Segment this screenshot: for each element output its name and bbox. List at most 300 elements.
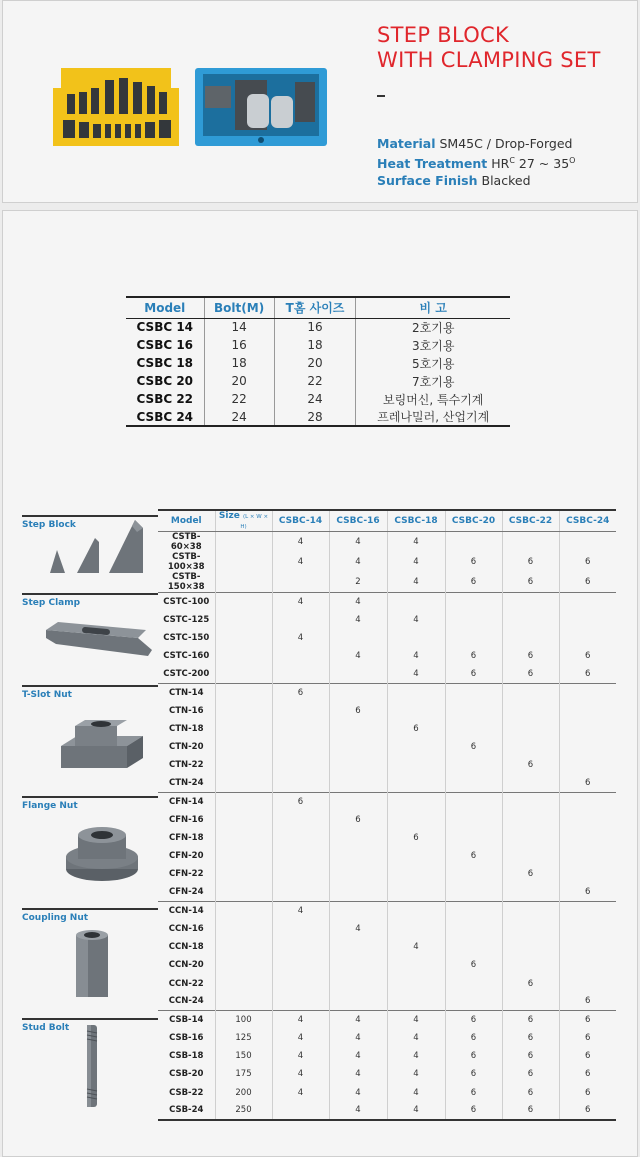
quantity-cell: 6 (445, 572, 502, 593)
spec-sup: O (569, 156, 576, 165)
model-cell: CTN-24 (168, 778, 204, 789)
table-cell: 24 (204, 408, 274, 426)
table-row (158, 811, 616, 829)
quantity-cell (387, 865, 445, 883)
model-cell: CCN-20 (168, 960, 204, 971)
table-row (158, 738, 616, 756)
category-divider (22, 908, 158, 910)
category-label: Stud Bolt (22, 1023, 70, 1033)
model-cell: CCN-24 (168, 996, 204, 1007)
model-cell: CSTC-100 (158, 593, 215, 611)
yellow-kit-image (53, 66, 179, 146)
quantity-cell (272, 847, 329, 865)
title-line-1: STEP BLOCK (377, 23, 510, 47)
category-divider (22, 515, 158, 517)
quantity-cell (445, 756, 502, 774)
quantity-cell (445, 683, 502, 701)
quantity-cell (445, 829, 502, 847)
quantity-cell (329, 756, 387, 774)
column-header: CSBC-20 (445, 510, 502, 532)
quantity-cell (329, 974, 387, 992)
quantity-cell (559, 683, 616, 701)
category-divider (22, 593, 158, 595)
quantity-cell (559, 629, 616, 647)
quantity-cell: 4 (329, 920, 387, 938)
model-cell: CCN-14 (158, 902, 215, 920)
quantity-cell: 4 (329, 647, 387, 665)
quantity-cell (272, 865, 329, 883)
quantity-cell: 4 (272, 902, 329, 920)
quantity-cell: 6 (559, 1084, 616, 1102)
size-cell (215, 793, 272, 811)
t-slot-nut-image (57, 716, 147, 774)
quantity-cell (502, 720, 559, 738)
quantity-cell (329, 865, 387, 883)
model-cell: CTN-14 (158, 683, 215, 701)
quantity-cell: 6 (329, 811, 387, 829)
model-cell: CSTB-150×38 (167, 572, 205, 592)
model-cell: CFN-14 (158, 793, 215, 811)
table-row (158, 1011, 616, 1029)
quantity-cell: 6 (502, 665, 559, 683)
table-cell: 14 (204, 318, 274, 336)
model-cell: CTN-22 (168, 760, 204, 771)
table-row (158, 865, 616, 883)
table-row (158, 629, 616, 647)
quantity-cell: 4 (329, 552, 387, 572)
quantity-cell (559, 593, 616, 611)
quantity-cell: 6 (502, 647, 559, 665)
quantity-cell: 6 (502, 974, 559, 992)
step-block-image (47, 520, 157, 576)
column-header: 비 고 (356, 297, 510, 318)
table-row (126, 372, 510, 390)
quantity-cell (502, 938, 559, 956)
quantity-cell: 6 (445, 1084, 502, 1102)
quantity-cell: 6 (559, 665, 616, 683)
quantity-cell: 4 (272, 629, 329, 647)
quantity-cell: 4 (272, 1084, 329, 1102)
column-header: CSBC-18 (387, 510, 445, 532)
quantity-cell: 6 (559, 572, 616, 593)
table-row (158, 572, 616, 593)
quantity-cell (559, 920, 616, 938)
category-divider (22, 685, 158, 687)
quantity-cell (502, 774, 559, 792)
category-label: Coupling Nut (22, 913, 89, 923)
quantity-cell (502, 593, 559, 611)
size-cell (215, 774, 272, 792)
spec-heat-treatment (377, 152, 575, 172)
quantity-cell: 4 (329, 1047, 387, 1065)
quantity-cell (329, 829, 387, 847)
quantity-cell: 4 (272, 593, 329, 611)
size-cell: 125 (215, 1029, 272, 1047)
category-divider (22, 796, 158, 798)
spec-label: Heat Treatment (377, 156, 488, 172)
table-row (158, 702, 616, 720)
table-row (158, 683, 616, 701)
size-cell (215, 756, 272, 774)
size-cell: 200 (215, 1084, 272, 1102)
stud-bolt-image (84, 1023, 100, 1109)
size-cell (215, 738, 272, 756)
quantity-cell (272, 938, 329, 956)
table-cell: 7호기용 (356, 372, 510, 390)
model-cell: CSBC 18 (136, 356, 194, 370)
size-cell (215, 702, 272, 720)
table-row (158, 593, 616, 611)
quantity-cell (329, 993, 387, 1011)
quantity-cell (559, 829, 616, 847)
quantity-cell (329, 793, 387, 811)
model-cell: CFN-18 (168, 833, 204, 844)
quantity-cell: 6 (445, 1065, 502, 1083)
quantity-cell: 6 (502, 1065, 559, 1083)
model-cell: CTN-18 (168, 723, 204, 734)
header-panel (2, 0, 638, 203)
quantity-cell: 6 (272, 683, 329, 701)
quantity-cell (445, 920, 502, 938)
quantity-cell (329, 938, 387, 956)
category-label: T-Slot Nut (22, 690, 72, 700)
quantity-cell (387, 629, 445, 647)
model-cell: CSBC 24 (126, 408, 204, 426)
quantity-cell (329, 774, 387, 792)
quantity-cell (502, 993, 559, 1011)
quantity-cell: 6 (387, 720, 445, 738)
size-cell (215, 865, 272, 883)
table-cell: 18 (204, 354, 274, 372)
quantity-cell (445, 993, 502, 1011)
quantity-cell: 6 (387, 829, 445, 847)
quantity-cell (559, 702, 616, 720)
column-header: CSBC-24 (559, 510, 616, 532)
quantity-cell (329, 884, 387, 902)
quantity-cell: 6 (559, 1011, 616, 1029)
quantity-cell: 6 (445, 738, 502, 756)
quantity-cell (445, 629, 502, 647)
table-row (158, 993, 616, 1011)
table-cell: 3호기용 (356, 336, 510, 354)
size-cell (215, 811, 272, 829)
quantity-cell (272, 774, 329, 792)
quantity-cell (502, 629, 559, 647)
quantity-cell: 6 (502, 756, 559, 774)
quantity-cell (387, 683, 445, 701)
quantity-cell (387, 702, 445, 720)
quantity-cell (502, 793, 559, 811)
quantity-cell: 4 (272, 1011, 329, 1029)
size-header-label: Size (218, 511, 240, 521)
quantity-cell: 2 (329, 572, 387, 593)
table-row (158, 829, 616, 847)
category-label: Step Block (22, 520, 76, 530)
spec-value: SM45C / Drop-Forged (435, 136, 573, 151)
quantity-cell (559, 793, 616, 811)
page-title (377, 23, 601, 73)
quantity-cell (329, 738, 387, 756)
quantity-cell: 6 (559, 1065, 616, 1083)
quantity-cell: 4 (387, 552, 445, 572)
table-cell: 22 (204, 390, 274, 408)
model-cell: CSTB-100×38 (167, 552, 205, 572)
quantity-cell: 6 (502, 1047, 559, 1065)
quantity-cell: 6 (502, 1029, 559, 1047)
quantity-cell (445, 938, 502, 956)
size-cell: 250 (215, 1102, 272, 1120)
quantity-cell: 6 (445, 1029, 502, 1047)
table-row (158, 974, 616, 992)
size-cell (215, 647, 272, 665)
quantity-cell (387, 920, 445, 938)
table-row (126, 390, 510, 408)
quantity-cell (445, 974, 502, 992)
size-cell (215, 920, 272, 938)
spec-label: Material (377, 136, 436, 151)
quantity-cell (445, 720, 502, 738)
size-cell (215, 629, 272, 647)
quantity-cell: 6 (502, 572, 559, 593)
quantity-cell (272, 920, 329, 938)
quantity-cell (502, 811, 559, 829)
quantity-cell (272, 884, 329, 902)
size-cell (215, 665, 272, 683)
quantity-cell (445, 811, 502, 829)
quantity-cell (329, 629, 387, 647)
size-cell (215, 720, 272, 738)
column-header: Bolt(M) (204, 297, 274, 318)
quantity-cell (502, 902, 559, 920)
category-stud-bolt (22, 1023, 157, 1033)
size-cell (215, 683, 272, 701)
quantity-cell (559, 720, 616, 738)
spec-surface-finish (377, 172, 575, 189)
model-cell: CSBC 20 (136, 374, 194, 388)
quantity-cell: 6 (559, 774, 616, 792)
size-cell (215, 956, 272, 974)
quantity-cell (387, 847, 445, 865)
table-cell: 20 (204, 372, 274, 390)
quantity-cell (272, 829, 329, 847)
model-cell: CSTC-150 (163, 632, 210, 643)
table-cell: 보링머신, 특수기계 (356, 390, 510, 408)
quantity-cell (272, 811, 329, 829)
size-cell (215, 938, 272, 956)
component-quantity-table (158, 509, 616, 1121)
quantity-cell: 4 (387, 1011, 445, 1029)
model-cell: CSB-22 (169, 1087, 204, 1098)
size-cell (215, 572, 272, 593)
column-header: Model (126, 297, 204, 318)
quantity-cell (502, 738, 559, 756)
size-cell (215, 593, 272, 611)
quantity-cell: 4 (329, 611, 387, 629)
table-row (158, 1047, 616, 1065)
table-cell: 20 (274, 354, 356, 372)
column-header: Model (158, 510, 215, 532)
quantity-cell (272, 1102, 329, 1120)
quantity-cell: 6 (559, 1102, 616, 1120)
table-row (126, 354, 510, 372)
quantity-cell (387, 756, 445, 774)
table-cell: 28 (274, 408, 356, 426)
quantity-cell (559, 938, 616, 956)
quantity-cell: 6 (502, 552, 559, 572)
column-header (215, 510, 272, 532)
category-divider (22, 1018, 158, 1020)
quantity-cell (445, 702, 502, 720)
quantity-cell (445, 611, 502, 629)
quantity-cell (272, 974, 329, 992)
quantity-cell (272, 611, 329, 629)
table-row (158, 1065, 616, 1083)
quantity-cell (387, 793, 445, 811)
category-label: Step Clamp (22, 598, 81, 608)
step-clamp-image (42, 616, 157, 660)
quantity-cell: 6 (445, 665, 502, 683)
quantity-cell: 6 (329, 702, 387, 720)
quantity-cell (445, 865, 502, 883)
quantity-cell: 4 (329, 1011, 387, 1029)
quantity-cell: 4 (329, 1084, 387, 1102)
quantity-cell (502, 702, 559, 720)
size-cell (215, 884, 272, 902)
quantity-cell: 4 (329, 532, 387, 553)
coupling-nut-image (72, 929, 112, 1001)
quantity-cell (272, 993, 329, 1011)
quantity-cell (387, 884, 445, 902)
category-t-slot-nut (22, 690, 157, 700)
quantity-cell (502, 611, 559, 629)
size-cell (215, 552, 272, 572)
size-cell (215, 829, 272, 847)
table-row (158, 1084, 616, 1102)
column-header: CSBC-22 (502, 510, 559, 532)
quantity-cell (445, 902, 502, 920)
quantity-cell: 4 (387, 532, 445, 553)
table-row (158, 938, 616, 956)
quantity-cell (559, 847, 616, 865)
table-cell: 16 (204, 336, 274, 354)
quantity-cell: 6 (502, 865, 559, 883)
quantity-cell: 4 (272, 1029, 329, 1047)
table-row (158, 774, 616, 792)
quantity-cell (272, 956, 329, 974)
quantity-cell (502, 956, 559, 974)
model-cell: CFN-20 (168, 851, 204, 862)
quantity-cell (502, 683, 559, 701)
table-cell: 5호기용 (356, 354, 510, 372)
table-cell: 18 (274, 336, 356, 354)
quantity-cell (559, 865, 616, 883)
size-cell: 175 (215, 1065, 272, 1083)
quantity-cell: 4 (387, 611, 445, 629)
quantity-cell (387, 811, 445, 829)
quantity-cell: 6 (445, 552, 502, 572)
quantity-cell (272, 572, 329, 593)
quantity-cell (502, 532, 559, 553)
quantity-cell (272, 738, 329, 756)
quantity-cell (445, 774, 502, 792)
quantity-cell (559, 738, 616, 756)
table-cell: 22 (274, 372, 356, 390)
quantity-cell (329, 902, 387, 920)
quantity-cell (387, 593, 445, 611)
quantity-cell: 6 (559, 1047, 616, 1065)
quantity-cell (387, 738, 445, 756)
quantity-cell: 4 (387, 1084, 445, 1102)
quantity-cell (329, 847, 387, 865)
model-cell: CTN-20 (168, 742, 204, 753)
size-cell (215, 532, 272, 553)
model-cell: CSBC 14 (136, 320, 194, 335)
quantity-cell (329, 665, 387, 683)
column-header: CSBC-16 (329, 510, 387, 532)
spec-sup: C (509, 156, 515, 165)
table-row (158, 720, 616, 738)
table-row (158, 1102, 616, 1120)
model-cell: CSB-18 (169, 1051, 204, 1062)
size-cell (215, 993, 272, 1011)
size-cell (215, 611, 272, 629)
category-step-block (22, 520, 157, 530)
quantity-cell (445, 884, 502, 902)
column-header: CSBC-14 (272, 510, 329, 532)
table-row (158, 532, 616, 553)
quantity-cell (502, 847, 559, 865)
quantity-cell: 4 (329, 593, 387, 611)
model-cell: CSTC-200 (163, 669, 210, 680)
model-cell: CCN-22 (168, 978, 204, 989)
quantity-cell: 4 (329, 1065, 387, 1083)
quantity-cell: 4 (329, 1102, 387, 1120)
quantity-cell (387, 774, 445, 792)
quantity-cell: 4 (329, 1029, 387, 1047)
table-row (126, 336, 510, 354)
category-flange-nut (22, 801, 157, 811)
blue-kit-image (195, 68, 327, 146)
quantity-cell: 6 (445, 1011, 502, 1029)
quantity-cell (445, 532, 502, 553)
quantity-cell: 6 (502, 1011, 559, 1029)
quantity-cell: 4 (272, 1065, 329, 1083)
quantity-cell (502, 829, 559, 847)
size-cell: 150 (215, 1047, 272, 1065)
table-row (158, 884, 616, 902)
quantity-cell: 6 (559, 993, 616, 1011)
model-cell: CSB-16 (169, 1033, 204, 1044)
table-row (158, 920, 616, 938)
quantity-cell: 6 (445, 1047, 502, 1065)
quantity-cell (272, 720, 329, 738)
table-row (158, 847, 616, 865)
quantity-cell (387, 974, 445, 992)
quantity-cell (272, 756, 329, 774)
spec-value: HR (487, 156, 510, 172)
spec-value: 27 ~ 35 (514, 156, 570, 172)
model-cell: CFN-22 (168, 869, 204, 880)
table-row (158, 956, 616, 974)
table-row (158, 902, 616, 920)
model-cell: CSTC-125 (163, 614, 210, 625)
quantity-cell: 4 (387, 1102, 445, 1120)
table-cell: 2호기용 (356, 318, 510, 336)
quantity-cell (559, 756, 616, 774)
model-cell: CSBC 22 (136, 392, 194, 406)
table-row (126, 408, 510, 426)
quantity-cell (445, 793, 502, 811)
